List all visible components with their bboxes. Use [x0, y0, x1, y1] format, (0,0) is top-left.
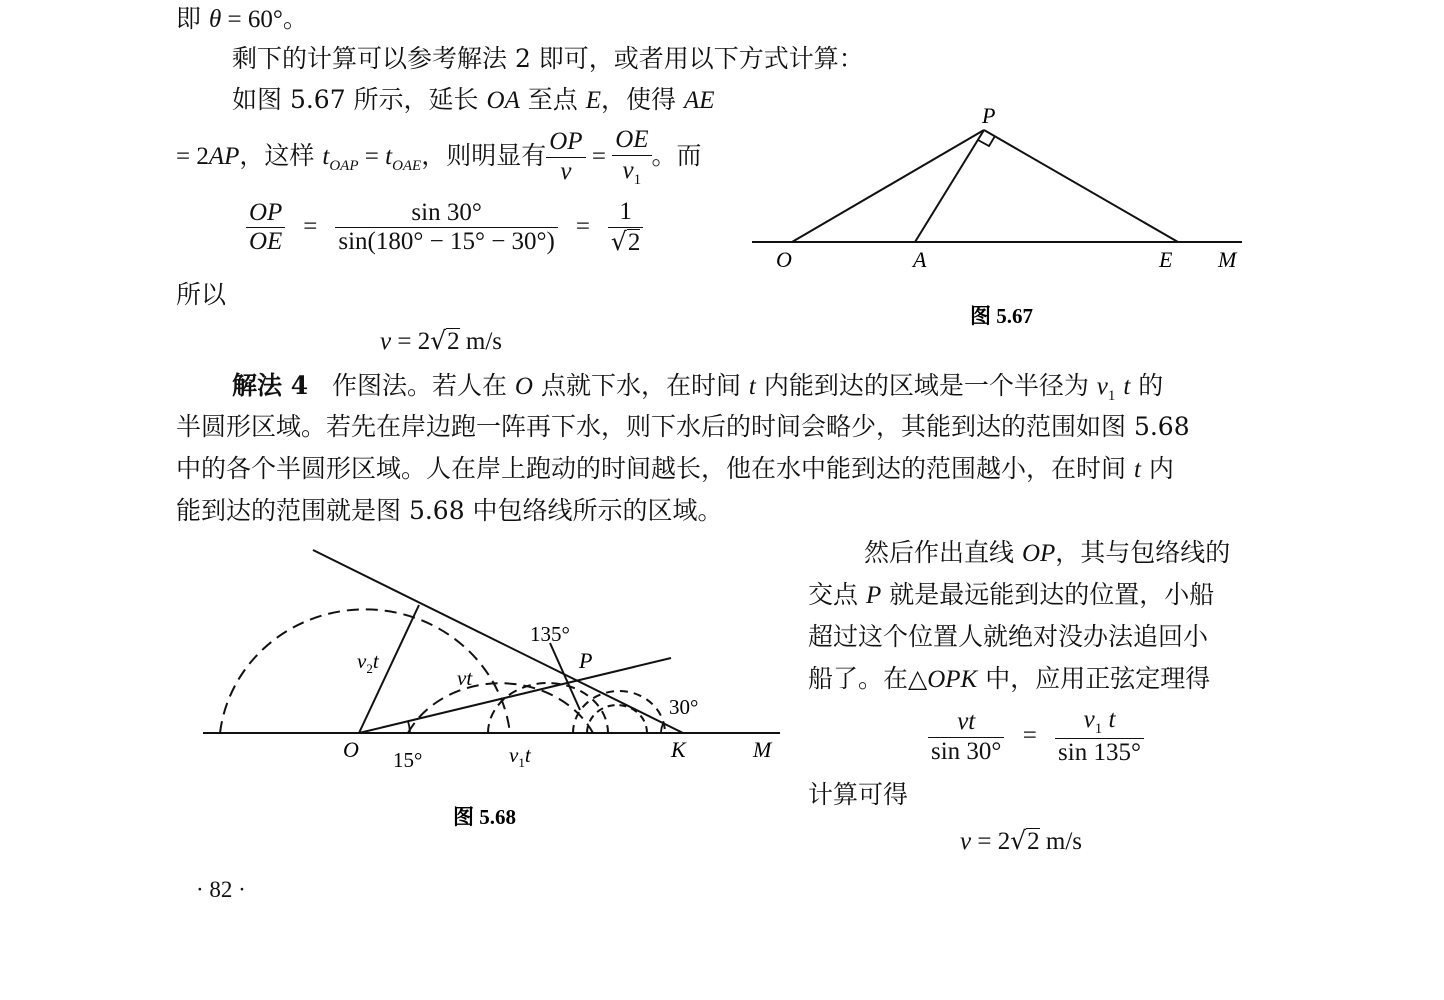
text-jiefa4-line-4: 能到达的范围就是图 5.68 中包络线所示的区域。 [176, 496, 723, 525]
fig567-label-e: E [1159, 247, 1173, 272]
text-right-line-2: 交点 P 就是最远能到达的位置，小船 [808, 580, 1215, 609]
text-jiefa4-line-2: 半圆形区域。若先在岸边跑一阵再下水，则下水后的时间会略少，其能到达的范围如图 5.68 [176, 412, 1190, 441]
fig568-caption: 图 5.68 [453, 805, 516, 829]
fig568-label-vt: vt [457, 666, 473, 690]
equation-v-result-1: v = 2√2 m/s [380, 326, 503, 355]
fig568-angle-30: 30° [669, 695, 699, 719]
equation-sine-law: $\frac{vt}{\sin 30^\circ}$ = $\frac{v_1 t}{\sin 135^\circ}$ [928, 706, 1144, 768]
text-jisuan: 计算可得 [808, 780, 909, 809]
fig567-label-a: A [913, 247, 927, 272]
text-line-2: 剩下的计算可以参考解法 2 即可，或者用以下方式计算： [232, 44, 864, 73]
fig568-label-k: K [671, 737, 686, 762]
fig568-label-o: O [343, 737, 359, 762]
text-jiefa4-line-3: 中的各个半圆形区域。人在岸上跑动的时间越长，他在水中能到达的范围越小，在时间 t 内 [176, 454, 1174, 483]
text-line-1: 即 θ = 60°。 [176, 4, 308, 33]
text-line-4: = 2AP，这样 $t_{OAP} = t_{OAE}$，则明显有 $\frac{OP}{v}$ = $\frac{OE}{v_1}$ 。而 [176, 126, 702, 188]
fraction-op-v: $\frac{OP}{v}$ [546, 128, 585, 187]
fig568-label-v2t: $v_2t$ [357, 649, 379, 676]
fig568-label-m: M [753, 737, 772, 762]
fig567-label-m: M [1218, 247, 1237, 272]
fig568-label-p: P [579, 648, 593, 673]
page-number: · 82 · [196, 877, 246, 902]
figure-5-67 [740, 95, 1260, 340]
text-right-line-1: 然后作出直线 OP，其与包络线的 [864, 538, 1231, 567]
fig568-angle-135: 135° [530, 622, 570, 646]
text-jiefa4-line-1: 解法 4 作图法。若人在 O 点就下水，在时间 t 内能到达的区域是一个半径为 $v_1$ t 的 [232, 371, 1164, 404]
text-right-line-4: 船了。在△OPK 中，应用正弦定理得 [808, 664, 1211, 693]
fig568-angle-15: 15° [393, 748, 423, 772]
figure-5-68 [195, 540, 795, 840]
equation-op-oe: $\frac{OP}{OE}$ = $\frac{\sin 30^\circ}{\sin(180^\circ - 15^\circ - 30^\circ)}$ = $\frac{1}{√2}$ [246, 198, 643, 258]
fig567-label-o: O [776, 247, 792, 272]
text-right-line-3: 超过这个位置人就绝对没办法追回小 [808, 622, 1209, 651]
fig568-label-v1t: $v_1t$ [509, 743, 531, 770]
text-suoyi: 所以 [176, 280, 227, 309]
text-line-3: 如图 5.67 所示，延长 OA 至点 E，使得 AE [232, 85, 715, 114]
equation-v-result-2: v = 2√2 m/s [960, 826, 1083, 855]
fig567-caption: 图 5.67 [970, 304, 1033, 328]
fraction-oe-v1: $\frac{OE}{v_1}$ [612, 126, 651, 189]
fig567-label-p: P [982, 103, 996, 128]
